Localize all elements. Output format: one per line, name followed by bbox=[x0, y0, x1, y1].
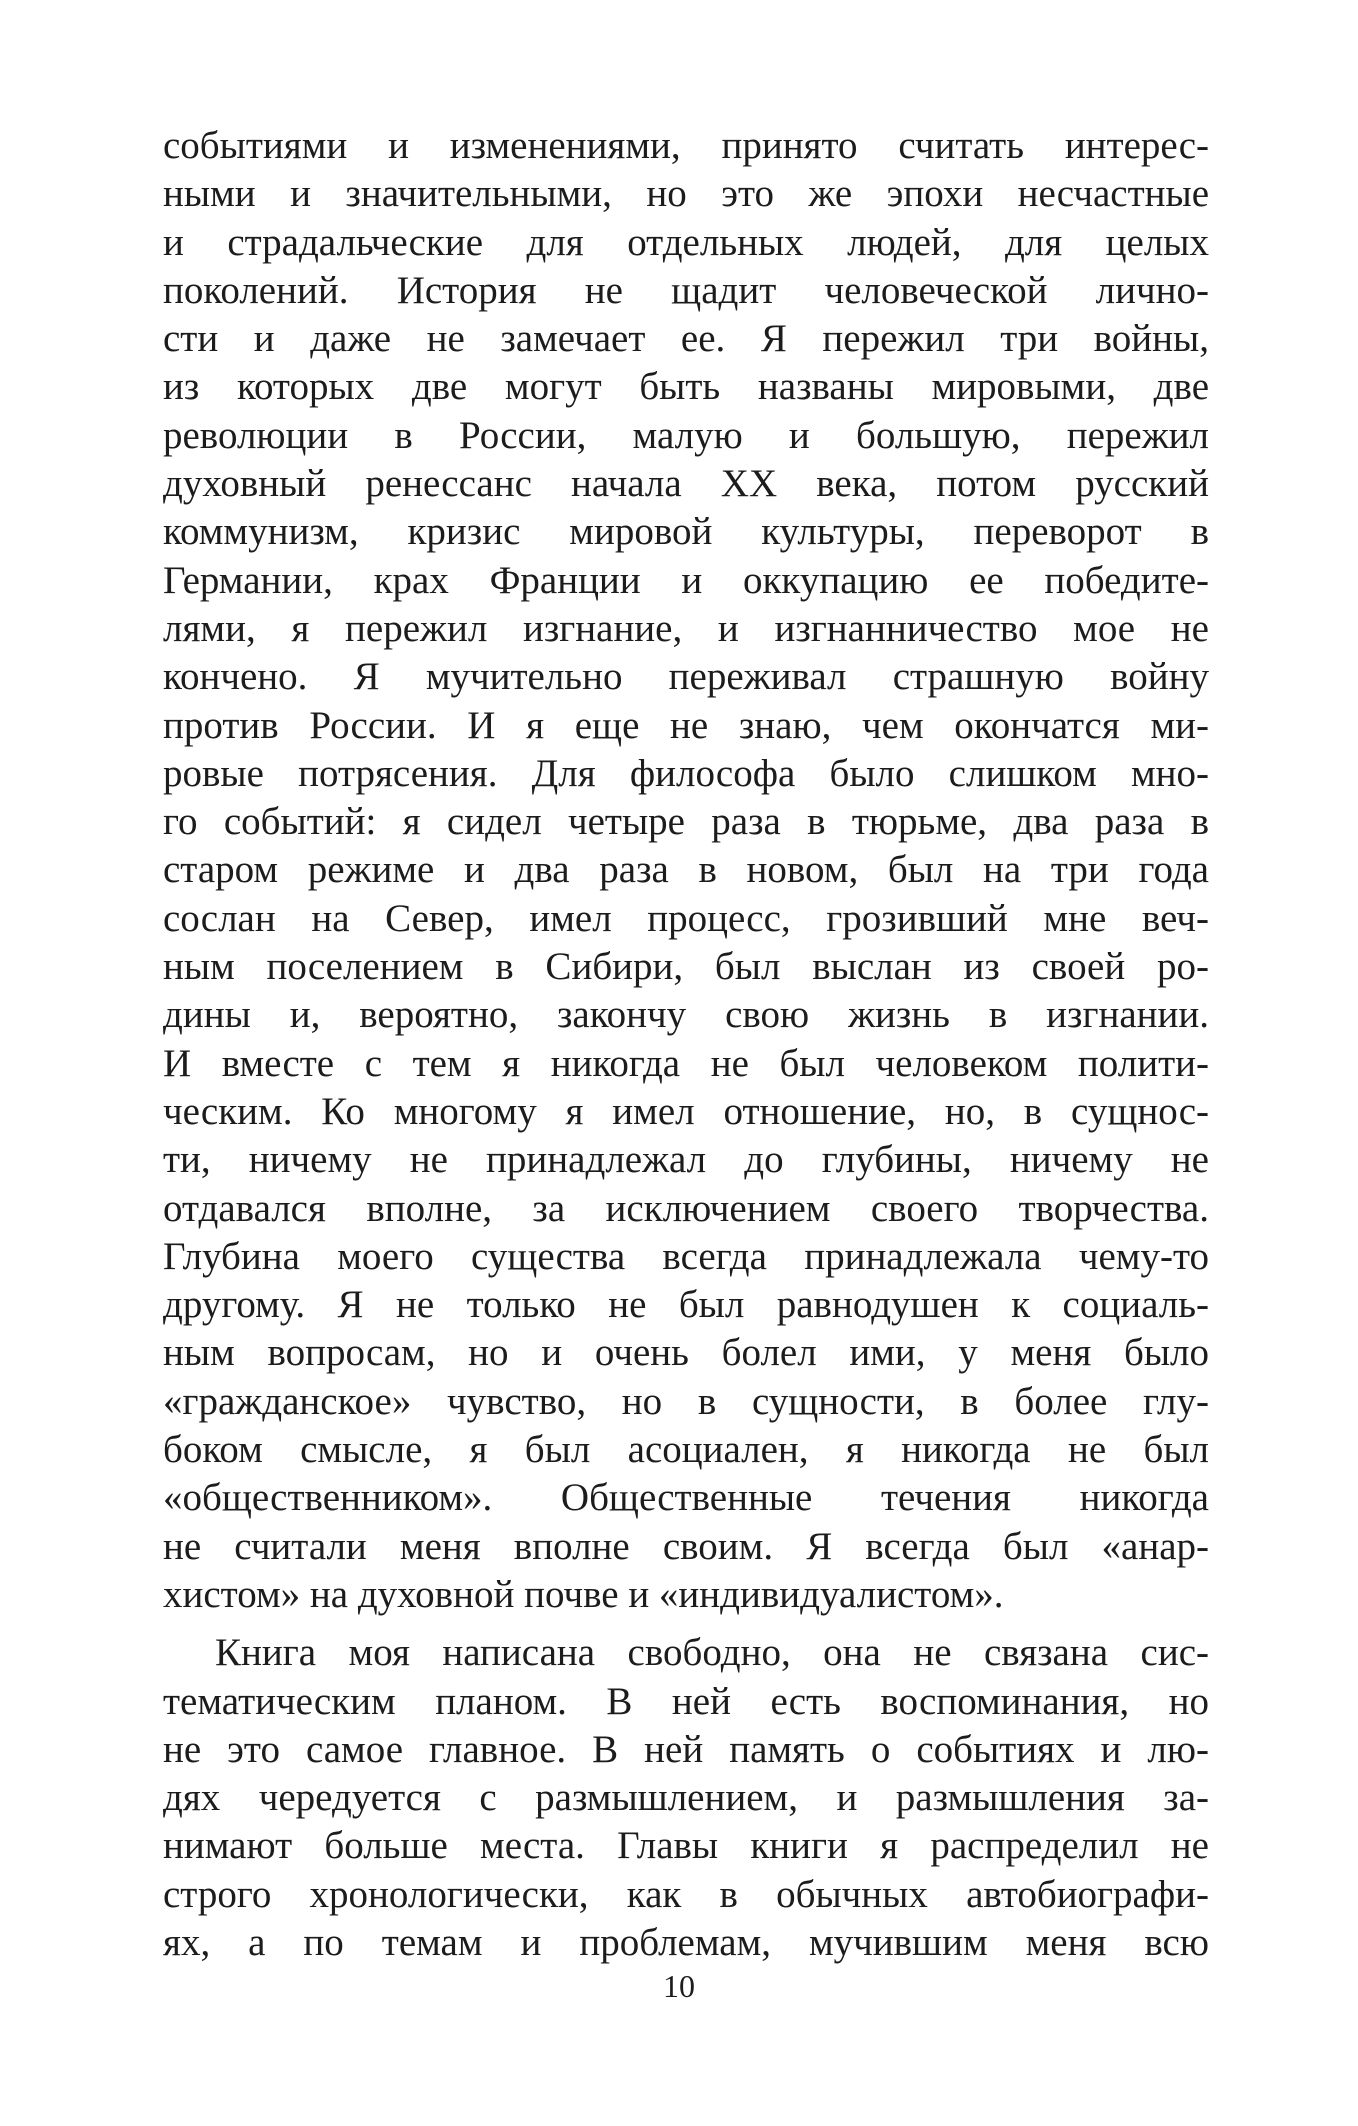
text-line: строго хронологически, как в обычных автобиографи- bbox=[163, 1872, 1209, 1916]
text-line: ях, а по темам и проблемам, мучившим меня всю bbox=[163, 1920, 1209, 1964]
text-line: сти и даже не замечает ее. Я пережил три войны, bbox=[163, 317, 1209, 361]
text-line: ным вопросам, но и очень болел ими, у меня было bbox=[163, 1331, 1209, 1375]
text-line: И вместе с тем я никогда не был человеком полити- bbox=[163, 1041, 1209, 1085]
text-line: коммунизм, кризис мировой культуры, переворот в bbox=[163, 510, 1209, 554]
text-line: ными и значительными, но это же эпохи несчастные bbox=[163, 172, 1209, 216]
text-line: «общественником». Общественные течения никогда bbox=[163, 1476, 1209, 1520]
text-line: Германии, крах Франции и оккупацию ее победите- bbox=[163, 558, 1209, 602]
text-line: духовный ренессанс начала XX века, потом русский bbox=[163, 462, 1209, 506]
text-line: дях чередуется с размышлением, и размышления за- bbox=[163, 1776, 1209, 1820]
text-line: революции в России, малую и большую, пережил bbox=[163, 413, 1209, 457]
text-line: ным поселением в Сибири, был выслан из своей ро- bbox=[163, 945, 1209, 989]
text-line: ти, ничему не принадлежал до глубины, ничему не bbox=[163, 1138, 1209, 1182]
text-line: «гражданское» чувство, но в сущности, в более глу- bbox=[163, 1379, 1209, 1423]
text-line: ческим. Ко многому я имел отношение, но, в сущнос- bbox=[163, 1089, 1209, 1133]
text-line: сослан на Север, имел процесс, грозивший мне веч- bbox=[163, 896, 1209, 940]
text-line: го событий: я сидел четыре раза в тюрьме, два раза в bbox=[163, 800, 1209, 844]
body-text bbox=[163, 122, 1209, 1967]
text-line: не это самое главное. В ней память о событиях и лю- bbox=[163, 1727, 1209, 1771]
text-line: кончено. Я мучительно переживал страшную войну bbox=[163, 655, 1209, 699]
text-line: из которых две могут быть названы мировыми, две bbox=[163, 365, 1209, 409]
text-line: против России. И я еще не знаю, чем окончатся ми- bbox=[163, 703, 1209, 747]
text-line: отдавался вполне, за исключением своего творчества. bbox=[163, 1186, 1209, 1230]
text-line: боком смысле, я был асоциален, я никогда не был bbox=[163, 1428, 1209, 1472]
text-line: ровые потрясения. Для философа было слишком мно- bbox=[163, 751, 1209, 795]
text-line: не считали меня вполне своим. Я всегда был «анар- bbox=[163, 1524, 1209, 1568]
text-line: Глубина моего существа всегда принадлежала чему-то bbox=[163, 1234, 1209, 1278]
text-line: событиями и изменениями, принято считать интерес- bbox=[163, 124, 1209, 167]
text-line: другому. Я не только не был равнодушен к социаль- bbox=[163, 1283, 1209, 1327]
paragraph-gap bbox=[163, 1619, 1209, 1629]
text-line: и страдальческие для отдельных людей, для целых bbox=[163, 220, 1209, 264]
text-line: лями, я пережил изгнание, и изгнанничество мое не bbox=[163, 606, 1209, 650]
text-line: поколений. История не щадит человеческой лично- bbox=[163, 268, 1209, 312]
text-line: старом режиме и два раза в новом, был на три года bbox=[163, 848, 1209, 892]
text-line: хистом» на духовной почве и «индивидуалистом». bbox=[163, 1572, 1004, 1616]
text-line: тематическим планом. В ней есть воспоминания, но bbox=[163, 1679, 1209, 1723]
text-line: нимают больше места. Главы книги я распределил не bbox=[163, 1824, 1209, 1868]
text-line: Книга моя написана свободно, она не связана сис- bbox=[215, 1631, 1209, 1675]
page-number: 10 bbox=[663, 1968, 695, 2004]
text-line: дины и, вероятно, закончу свою жизнь в изгнании. bbox=[163, 993, 1209, 1037]
